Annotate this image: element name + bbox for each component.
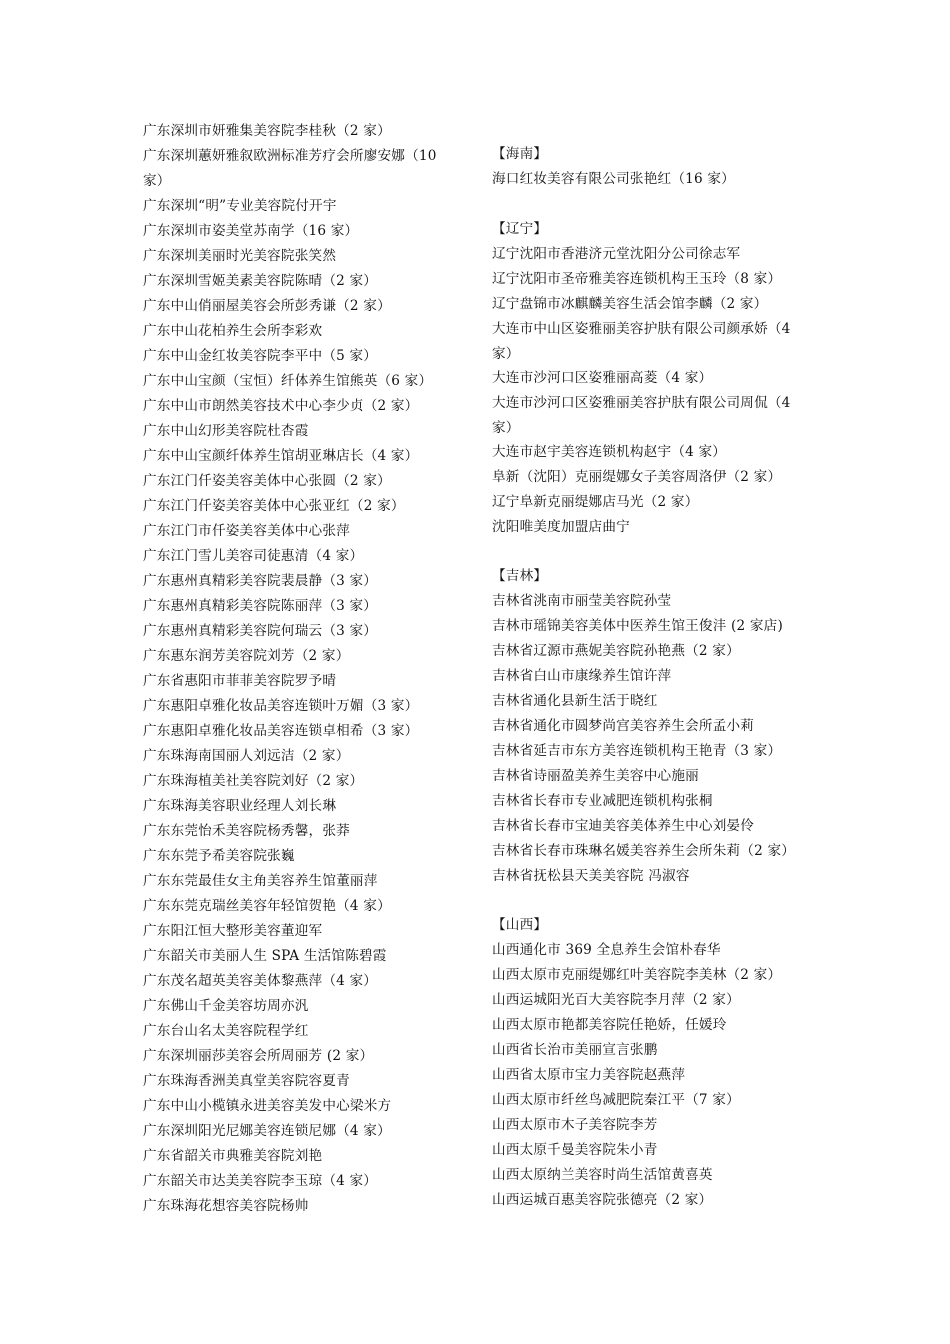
left-list-item: 广东中山金红妆美容院李平中（5 家） [143,348,378,364]
left-list-item: 广东深圳“明”专业美容院付开宇 [143,198,337,214]
left-list-item: 广东东莞予希美容院张巍 [143,848,295,864]
left-list-item: 广东江门市仟姿美容美体中心张萍 [143,523,350,539]
left-list-item: 广东中山宝颜（宝恒）纤体养生馆熊英（6 家） [143,373,433,389]
left-list-item: 广东江门仟姿美容美体中心张圆（2 家） [143,473,391,489]
left-list-item: 广东珠海南国丽人刘远洁（2 家） [143,748,350,764]
left-list-item: 广东深圳市妍雅集美容院李桂秋（2 家） [143,123,391,139]
right-list-item: 吉林省长春市宝迪美容美体养生中心刘晏伶 [492,818,755,834]
left-list-item: 广东惠州真精彩美容院裴晨静（3 家） [143,573,378,589]
right-list-item: 吉林省白山市康缘养生馆许萍 [492,668,672,684]
left-list-item: 广东中山幻形美容院杜杏霞 [143,423,309,439]
right-list-item: 阜新（沈阳）克丽缇娜女子美容周洛伊（2 家） [492,469,782,485]
right-list-item: 山西省长治市美丽宣言张鹏 [492,1042,658,1058]
right-list-item: 吉林省通化市圆梦尚宫美容养生会所孟小莉 [492,718,755,734]
left-list-item: 广东茂名超英美容美体黎燕萍（4 家） [143,973,378,989]
left-list-item: 广东惠州真精彩美容院何瑞云（3 家） [143,623,378,639]
right-list-item: 山西通化市 369 全息养生会馆朴春华 [492,942,721,958]
right-list-item: 山西太原市艳都美容院任艳娇，任媛玲 [492,1017,727,1033]
left-list-item: 广东深圳丽莎美容会所周丽芳 (2 家） [143,1048,374,1064]
right-list-item: 吉林省延吉市东方美容连锁机构王艳青（3 家） [492,743,782,759]
left-list-item: 广东省惠阳市菲菲美容院罗予晴 [143,673,337,689]
right-list-item: 山西太原市克丽缇娜红叶美容院李美林（2 家） [492,967,782,983]
left-list-item: 广东东莞最佳女主角美容养生馆董丽萍 [143,873,378,889]
left-list-item: 广东江门仟姿美容美体中心张亚红（2 家） [143,498,405,514]
right-list-item: 山西省太原市宝力美容院赵燕萍 [492,1067,686,1083]
left-list-item: 广东深圳美丽时光美容院张笑然 [143,248,337,264]
right-list-item: 辽宁沈阳市圣帝雅美容连锁机构王玉玲（8 家） [492,271,782,287]
right-list-item: 大连市沙河口区姿雅丽美容护肤有限公司周侃（4 家） [492,395,791,436]
left-list-item: 广东中山俏丽屋美容会所彭秀谦（2 家） [143,298,391,314]
right-list-item: 山西太原市木子美容院李芳 [492,1117,658,1133]
left-list-item: 广东佛山千金美容坊周亦汎 [143,998,309,1014]
right-list-item: 辽宁盘锦市冰麒麟美容生活会馆李麟（2 家） [492,296,768,312]
right-list-item: 山西太原纳兰美容时尚生活馆黄喜英 [492,1167,713,1183]
right-list-item: 山西太原千曼美容院朱小青 [492,1142,658,1158]
right-list-item: 吉林省诗丽盈美养生美容中心施丽 [492,768,699,784]
left-list-item: 广东珠海植美社美容院刘好（2 家） [143,773,364,789]
right-section-heading: 【山西】 [492,917,548,933]
left-list-item: 广东台山名太美容院程学红 [143,1023,309,1039]
right-section-heading: 【辽宁】 [492,221,548,237]
right-list-item: 吉林省辽源市燕妮美容院孙艳燕（2 家） [492,643,740,659]
right-list-item: 吉林省抚松县天美美容院 冯淑容 [492,868,690,884]
left-list-item: 广东中山小榄镇永进美容美发中心梁米方 [143,1098,392,1114]
left-list-item: 广东东莞克瑞丝美容年轻馆贺艳（4 家） [143,898,391,914]
left-list-item: 广东东莞怡禾美容院杨秀馨，张莽 [143,823,350,839]
right-list-item: 山西运城阳光百大美容院李月萍（2 家） [492,992,740,1008]
right-list-item: 吉林市瑶锦美容美体中医养生馆王俊沣 (2 家店) [492,618,783,634]
left-list-item: 广东深圳蕙妍雅叙欧洲标准芳疗会所廖安娜（10 家） [143,148,437,189]
left-list-item: 广东韶关市美丽人生 SPA 生活馆陈碧霞 [143,948,387,964]
left-list-item: 广东韶关市达美美容院李玉琼（4 家） [143,1173,378,1189]
right-section-heading: 【吉林】 [492,568,548,584]
left-list-item: 广东中山宝颜纤体养生馆胡亚琳店长（4 家） [143,448,419,464]
left-list-item: 广东中山花柏养生会所李彩欢 [143,323,323,339]
right-list-item: 山西运城百惠美容院张德亮（2 家） [492,1192,713,1208]
left-list-item: 广东惠东润芳美容院刘芳（2 家） [143,648,350,664]
left-list-item: 广东惠州真精彩美容院陈丽萍（3 家） [143,598,378,614]
left-list-item: 广东江门雪儿美容司徒惠清（4 家） [143,548,364,564]
right-list-item: 吉林省长春市珠琳名媛美容养生会所朱莉（2 家） [492,843,796,859]
right-list-item: 吉林省通化县新生活于晓红 [492,693,658,709]
left-list-item: 广东深圳雪姬美素美容院陈晴（2 家） [143,273,378,289]
right-list-item: 沈阳唯美度加盟店曲宁 [492,519,630,535]
left-list-item: 广东珠海美容职业经理人刘长琳 [143,798,337,814]
right-list-item: 大连市赵宇美容连锁机构赵宇（4 家） [492,444,727,460]
right-section-heading: 【海南】 [492,146,548,162]
right-list-item: 山西太原市纤丝鸟减肥院秦江平（7 家） [492,1092,740,1108]
right-list-item: 辽宁阜新克丽缇娜店马光（2 家） [492,494,699,510]
right-list-item: 辽宁沈阳市香港济元堂沈阳分公司徐志军 [492,246,741,262]
left-list-item: 广东深圳市姿美堂苏南学（16 家） [143,223,359,239]
right-list-item: 大连市中山区姿雅丽美容护肤有限公司颜承娇（4 家） [492,321,791,362]
left-list-item: 广东中山市朗然美容技术中心李少贞（2 家） [143,398,419,414]
left-list-item: 广东阳江恒大整形美容董迎军 [143,923,323,939]
left-list-item: 广东珠海花想容美容院杨帅 [143,1198,309,1214]
right-list-item: 吉林省长春市专业减肥连锁机构张桐 [492,793,713,809]
right-list-item: 海口红妆美容有限公司张艳红（16 家） [492,171,735,187]
left-list-item: 广东深圳阳光尼娜美容连锁尼娜（4 家） [143,1123,391,1139]
left-list-item: 广东惠阳卓雅化妆品美容连锁叶万媚（3 家） [143,698,419,714]
left-list-item: 广东省韶关市典雅美容院刘艳 [143,1148,323,1164]
right-list-item: 大连市沙河口区姿雅丽高菱（4 家） [492,370,713,386]
left-list-item: 广东珠海香洲美真堂美容院容夏青 [143,1073,350,1089]
left-list-item: 广东惠阳卓雅化妆品美容连锁卓相希（3 家） [143,723,419,739]
right-list-item: 吉林省洮南市丽莹美容院孙莹 [492,593,672,609]
